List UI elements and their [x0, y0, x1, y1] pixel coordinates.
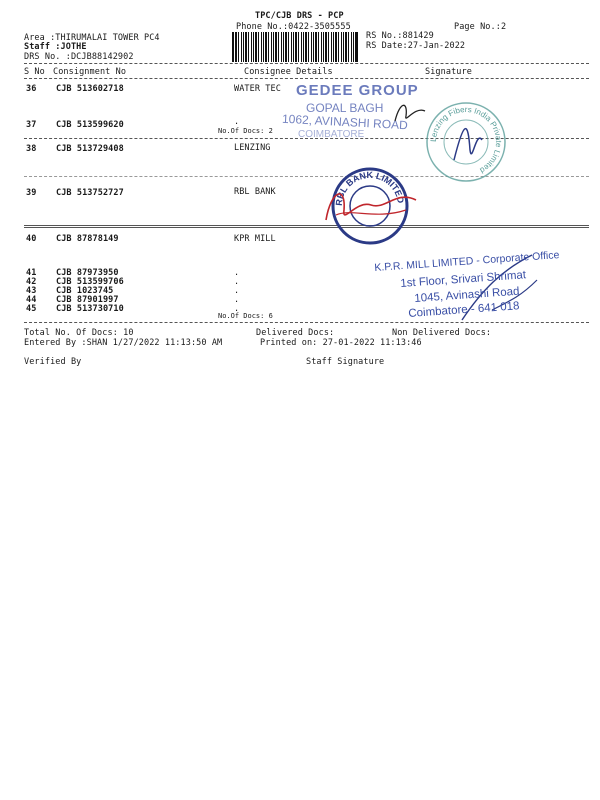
row-sno: 40 — [26, 234, 37, 244]
gedee-stamp-line: COIMBATORE — [298, 129, 365, 140]
kpr-stamp-line: Coimbatore - 641 018 — [408, 300, 520, 320]
lenzing-seal-text: Lenzing Fibers India Private Limited — [428, 104, 504, 175]
barcode — [232, 32, 358, 62]
document-title: TPC/CJB DRS - PCP — [255, 11, 344, 21]
gedee-stamp-line: 1062, AVINASHI ROAD — [281, 111, 409, 133]
row-sno: 39 — [26, 188, 37, 198]
kpr-stamp-title: K.P.R. MILL LIMITED - Corporate Office — [374, 249, 560, 274]
gedee-signature-icon — [390, 96, 430, 126]
row-consignment: CJB 513730710 — [56, 304, 124, 314]
row-details: . — [234, 304, 240, 314]
kpr-stamp-line: 1st Floor, Srivari Shrimat — [400, 269, 527, 290]
row-sno: 43 — [26, 286, 37, 296]
kpr-stamp-line: 1045, Avinashi Road — [414, 285, 520, 305]
row-sno: 42 — [26, 277, 37, 287]
row-sno: 45 — [26, 304, 37, 314]
divider — [24, 63, 589, 64]
row-details: . — [234, 268, 240, 278]
docs-count: No.Of Docs: 2 — [218, 127, 273, 135]
row-sno: 36 — [26, 84, 37, 94]
rs-number: RS No.:881429 — [366, 31, 434, 41]
row-details: KPR MILL — [234, 234, 276, 244]
entered-by: Entered By :SHAN 1/27/2022 11:13:50 AM — [24, 338, 223, 348]
row-details: . — [234, 295, 240, 305]
gedee-stamp-line: GOPAL BAGH — [306, 101, 384, 115]
phone-number: Phone No.:0422-3505555 — [236, 22, 351, 32]
delivered-docs: Delivered Docs: — [256, 328, 335, 338]
row-details: RBL BANK — [234, 187, 276, 197]
staff-label: Staff :JOTHE — [24, 42, 87, 52]
row-sno: 38 — [26, 144, 37, 154]
verified-by: Verified By — [24, 357, 82, 367]
row-details: WATER TEC — [234, 84, 281, 94]
row-sno: 37 — [26, 120, 37, 130]
rbl-signature-icon — [316, 180, 426, 230]
row-details: LENZING — [234, 143, 271, 153]
row-consignment: CJB 513599620 — [56, 120, 124, 130]
gedee-stamp-title: GEDEE GROUP — [296, 82, 419, 99]
row-sno: 41 — [26, 268, 37, 278]
total-docs: Total No. Of Docs: 10 — [24, 328, 134, 338]
row-consignment: CJB 87878149 — [56, 234, 119, 244]
col-consignment: Consignment No — [53, 67, 127, 77]
row-details: . — [234, 117, 240, 127]
divider — [24, 78, 589, 79]
col-s-no: S No — [24, 67, 45, 77]
row-consignment: CJB 513599706 — [56, 277, 124, 287]
row-sno: 44 — [26, 295, 37, 305]
col-signature: Signature — [425, 67, 472, 77]
row-consignment: CJB 513602718 — [56, 84, 124, 94]
row-consignment: CJB 513729408 — [56, 144, 124, 154]
rbl-seal-text: RBL BANK LIMITED — [333, 169, 406, 207]
drs-number: DRS No. :DCJB88142902 — [24, 52, 134, 62]
row-consignment: CJB 87973950 — [56, 268, 119, 278]
area-label: Area :THIRUMALAI TOWER PC4 — [24, 33, 160, 43]
row-details: . — [234, 286, 240, 296]
row-details: . — [234, 277, 240, 287]
staff-signature: Staff Signature — [306, 357, 385, 367]
divider — [24, 225, 589, 228]
printed-on: Printed on: 27-01-2022 11:13:46 — [260, 338, 422, 348]
docs-count: No.Of Docs: 6 — [218, 312, 273, 320]
page-number: Page No.:2 — [454, 22, 507, 32]
rs-date: RS Date:27-Jan-2022 — [366, 41, 466, 51]
row-consignment: CJB 87901997 — [56, 295, 119, 305]
col-consignee: Consignee Details — [244, 67, 333, 77]
row-consignment: CJB 1023745 — [56, 286, 114, 296]
non-delivered-docs: Non Delivered Docs: — [392, 328, 492, 338]
lenzing-seal-icon — [424, 100, 508, 184]
row-consignment: CJB 513752727 — [56, 188, 124, 198]
